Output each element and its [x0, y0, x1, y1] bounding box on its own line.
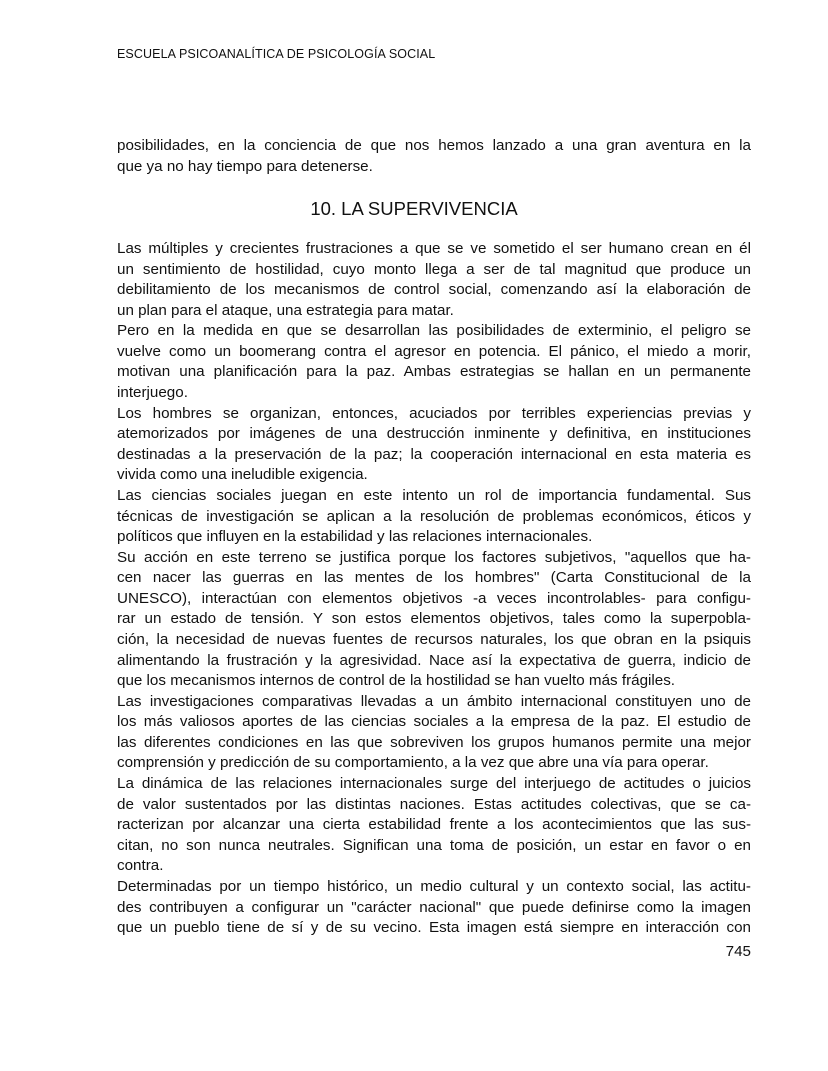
page-number: 745	[725, 943, 751, 960]
paragraph	[117, 136, 751, 177]
paragraph	[117, 321, 751, 403]
text-line: vivida como una ineludible exigencia.	[117, 466, 368, 484]
paragraph	[117, 486, 751, 548]
text-line: un sentimiento de hostilidad, cuyo monto llega a ser de tal magnitud que produce un	[117, 260, 751, 278]
text-line: que ya no hay tiempo para detenerse.	[117, 157, 373, 175]
text-line: alimentando la frustración y la agresividad. Nace así la expectativa de guerra, indicio de	[117, 651, 751, 669]
paragraph	[117, 239, 751, 321]
text-line: racterizan por alcanzar una cierta estabilidad frente a los acontecimientos que las sus-	[117, 816, 751, 834]
text-line: cen nacer las guerras en las mentes de los hombres" (Carta Constitucional de la	[117, 569, 751, 587]
text-line: citan, no son nunca neutrales. Significan una toma de posición, un estar en favor o en	[117, 836, 751, 854]
text-line: Los hombres se organizan, entonces, acuciados por terribles experiencias previas y	[117, 404, 751, 422]
text-line: comprensión y predicción de su comportamiento, a la vez que abre una vía para operar.	[117, 754, 709, 772]
text-line: UNESCO), interactúan con elementos objetivos -a veces incontrolables- para configu-	[117, 589, 751, 607]
text-line: que un pueblo tiene de sí y de su vecino. Esta imagen está siempre en interacción con	[117, 919, 751, 937]
paragraph	[117, 877, 751, 939]
body-text	[117, 239, 751, 939]
text-line: La dinámica de las relaciones internacionales surge del interjuego de actitudes o juicios	[117, 775, 751, 793]
text-line: de valor sustentados por las distintas naciones. Estas actitudes colectivas, que se ca-	[117, 795, 751, 813]
text-line: des contribuyen a configurar un "carácter nacional" que puede definirse como la imagen	[117, 898, 751, 916]
text-line: vuelve como un boomerang contra el agresor en potencia. El pánico, el miedo a morir,	[117, 342, 751, 360]
text-line: Su acción en este terreno se justifica porque los factores subjetivos, "aquellos que ha-	[117, 548, 751, 566]
text-line: posibilidades, en la conciencia de que nos hemos lanzado a una gran aventura en la	[117, 137, 751, 154]
text-line: Las ciencias sociales juegan en este intento un rol de importancia fundamental. Sus	[117, 486, 751, 504]
text-line: las diferentes condiciones en las que sobreviven los grupos humanos permite una mejor	[117, 733, 751, 751]
intro-paragraph	[117, 136, 751, 177]
text-line: un plan para el ataque, una estrategia para matar.	[117, 301, 454, 319]
text-line: Las múltiples y crecientes frustraciones a que se ve sometido el ser humano crean en él	[117, 240, 751, 257]
text-line: rar un estado de tensión. Y son estos elementos objetivos, tales como la superpobla-	[117, 610, 751, 628]
text-line: que los mecanismos internos de control de la hostilidad se han vuelto más frágiles.	[117, 672, 676, 690]
text-line: contra.	[117, 857, 164, 875]
running-header: ESCUELA PSICOANALÍTICA DE PSICOLOGÍA SOCIAL	[117, 47, 436, 61]
text-line: destinadas a la preservación de la paz; la cooperación internacional en esta materia es	[117, 445, 751, 463]
text-line: Las investigaciones comparativas llevadas a un ámbito internacional constituyen uno de	[117, 692, 751, 710]
text-line: Pero en la medida en que se desarrollan las posibilidades de exterminio, el peligro se	[117, 322, 751, 340]
paragraph	[117, 692, 751, 774]
text-line: debilitamiento de los mecanismos de control social, comenzando así la elaboración de	[117, 281, 751, 299]
paragraph	[117, 774, 751, 877]
paragraph	[117, 404, 751, 486]
text-line: atemorizados por imágenes de una destrucción inminente y definitiva, en instituciones	[117, 425, 751, 443]
text-line: interjuego.	[117, 384, 188, 402]
text-line: los más valiosos aportes de las ciencias sociales a la empresa de la paz. El estudio de	[117, 713, 751, 731]
paragraph	[117, 548, 751, 692]
text-line: técnicas de investigación se aplican a la resolución de problemas económicos, éticos y	[117, 507, 751, 525]
text-line: ción, la necesidad de nuevas fuentes de recursos naturales, los que obran en la psiquis	[117, 630, 751, 648]
text-line: motivan una planificación para la paz. Ambas estrategias se hallan en un permanente	[117, 363, 751, 381]
text-line: Determinadas por un tiempo histórico, un medio cultural y un contexto social, las actitu-	[117, 877, 751, 895]
section-title: 10. LA SUPERVIVENCIA	[310, 198, 518, 219]
text-line: políticos que influyen en la estabilidad y las relaciones internacionales.	[117, 528, 593, 546]
